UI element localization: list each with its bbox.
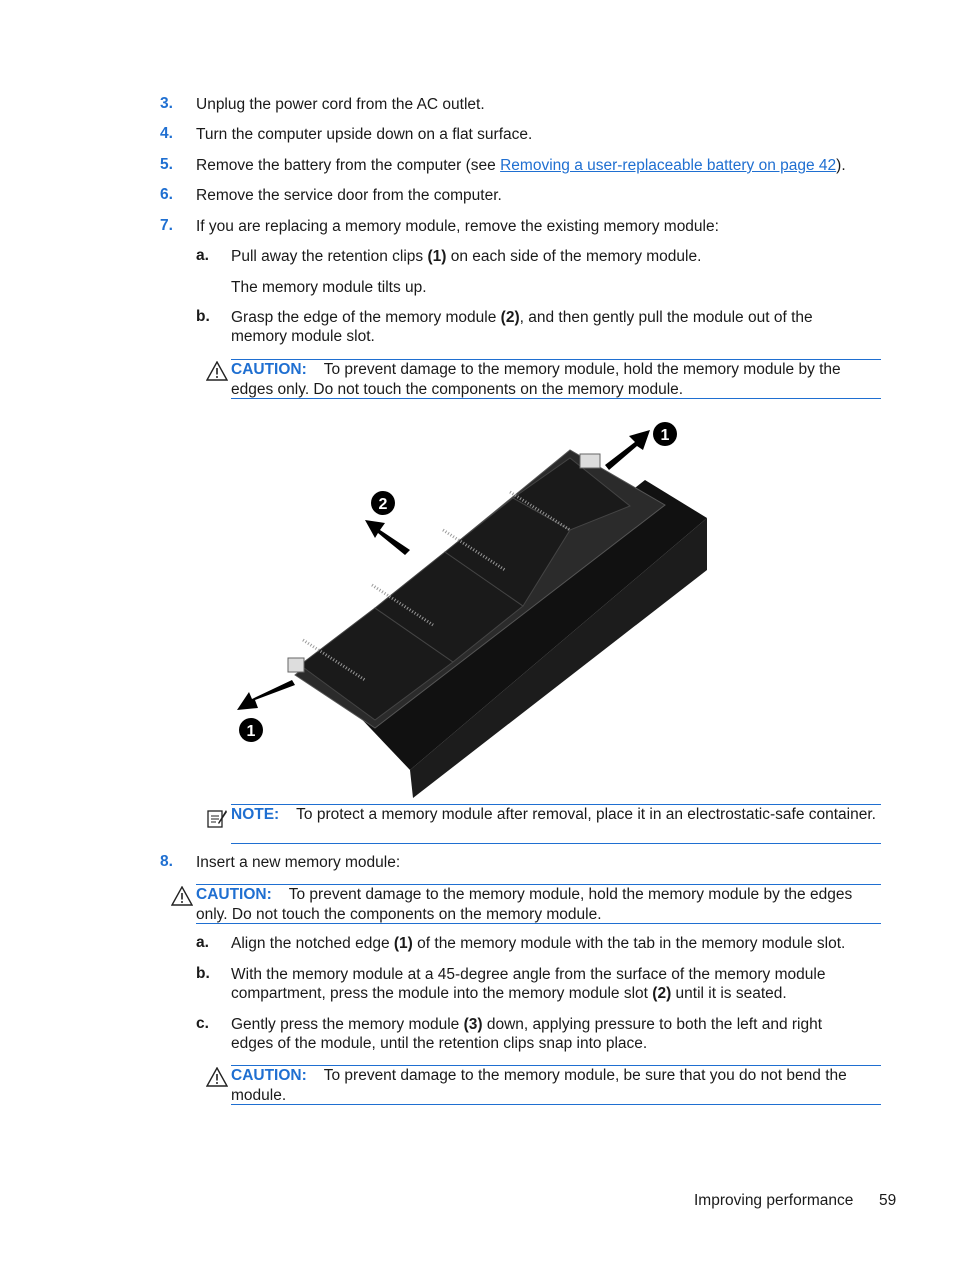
battery-link[interactable]: Removing a user-replaceable battery on page 42 (500, 157, 837, 174)
note-text: To protect a memory module after removal, place it in an electrostatic-safe container. (296, 806, 876, 823)
note-label: NOTE: (231, 806, 280, 823)
substep-note: The memory module tilts up. (231, 279, 427, 296)
note-content (231, 805, 881, 825)
substep-letter: a. (196, 934, 209, 951)
warning-icon (206, 1067, 228, 1087)
caution-label: CAUTION: (231, 1067, 307, 1084)
step-number: 6. (160, 186, 173, 203)
caution-box (196, 884, 881, 924)
callout-ref: (1) (393, 935, 413, 952)
substep-text (231, 965, 856, 1003)
substep-text-part: down, applying pressure to both the left and right edges of the module, until the retention clips snap into place. (231, 1016, 823, 1052)
step-number: 5. (160, 156, 173, 173)
step-text: Insert a new memory module: (196, 854, 401, 871)
step-text-before: Remove the battery from the computer (see (196, 157, 501, 174)
substep-letter: b. (196, 308, 210, 325)
note-box (231, 804, 881, 844)
step-text (196, 156, 846, 175)
memory-module-figure (225, 410, 725, 800)
callout-1-bottom: 1 (246, 723, 256, 740)
substep-text-part: Align the notched edge (231, 935, 394, 952)
caution-box (231, 1065, 881, 1105)
substep-text (231, 308, 871, 346)
caution-label: CAUTION: (231, 361, 307, 378)
substep-text (231, 934, 881, 953)
caution-text: To prevent damage to the memory module, hold the memory module by the edges only. Do not touch the components on the memory module. (196, 886, 853, 923)
warning-icon (206, 361, 228, 381)
page-number: 59 (879, 1192, 897, 1209)
substep-text-part: With the memory module at a 45-degree angle from the surface of the memory module compartment, press the module into the memory module slot (231, 966, 826, 1002)
caution-label: CAUTION: (196, 886, 272, 903)
step-text-after: ). (836, 157, 846, 174)
step-text: If you are replacing a memory module, remove the existing memory module: (196, 218, 719, 235)
substep-text-part: , and then gently pull the module out of the memory module slot. (231, 309, 813, 345)
callout-ref: (1) (427, 248, 447, 265)
caution-text: To prevent damage to the memory module, hold the memory module by the edges only. Do not touch the components on the memory module. (231, 361, 841, 398)
caution-text: To prevent damage to the memory module, be sure that you do not bend the module. (231, 1067, 847, 1104)
footer-section: Improving performance (694, 1192, 854, 1209)
callout-2: 2 (378, 496, 388, 513)
substep-letter: b. (196, 965, 210, 982)
callout-ref: (2) (500, 309, 520, 326)
step-number: 3. (160, 95, 173, 112)
step-text: Remove the service door from the computer. (196, 187, 502, 204)
step-text: Unplug the power cord from the AC outlet. (196, 96, 485, 113)
substep-text-part: until it is seated. (671, 985, 787, 1002)
substep-text-part: of the memory module with the tab in the memory module slot. (412, 935, 846, 952)
step-number: 4. (160, 125, 173, 142)
substep-text (231, 1015, 856, 1053)
step-number: 8. (160, 853, 173, 870)
substep-text-part: Grasp the edge of the memory module (231, 309, 501, 326)
caution-box (231, 359, 881, 399)
callout-1-top: 1 (660, 427, 670, 444)
substep-text-part: on each side of the memory module. (446, 248, 702, 265)
step-text: Turn the computer upside down on a flat surface. (196, 126, 533, 143)
substep-letter: a. (196, 247, 209, 264)
note-icon (206, 807, 228, 829)
caution-content (231, 360, 881, 400)
substep-letter: c. (196, 1015, 209, 1032)
substep-text (231, 247, 881, 266)
callout-ref: (3) (463, 1016, 483, 1033)
substep-text-part: Gently press the memory module (231, 1016, 464, 1033)
substep-text-part: Pull away the retention clips (231, 248, 428, 265)
step-number: 7. (160, 217, 173, 234)
callout-ref: (2) (652, 985, 672, 1002)
caution-content (231, 1066, 881, 1106)
warning-icon (171, 886, 193, 906)
caution-content (196, 885, 881, 925)
